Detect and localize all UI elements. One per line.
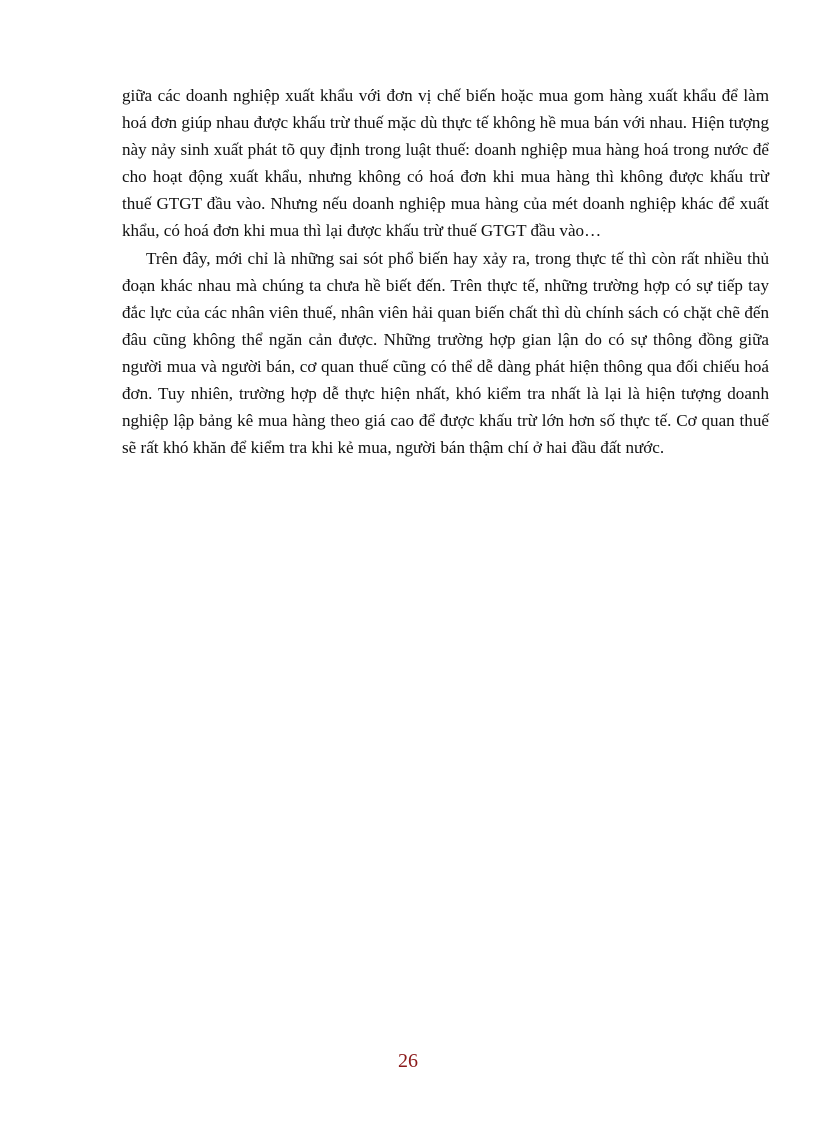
page-body bbox=[122, 82, 769, 461]
body-paragraph-continued: giữa các doanh nghiệp xuất khẩu với đơn vị chế biến hoặc mua gom hàng xuất khẩu để làm hoá đơn giúp nhau được khấu trừ thuế mặc dù thực tế không hề mua bán với nhau. Hiện tượng này nảy sinh xuất phát tõ quy định trong luật thuế: doanh nghiệp mua hàng hoá trong nước để cho hoạt động xuất khẩu, nhưng không có hoá đơn khi mua hàng thì không được khấu trừ thuế GTGT đầu vào. Nhưng nếu doanh nghiệp mua hàng của mét doanh nghiệp khác để xuất khẩu, có hoá đơn khi mua thì lại được khấu trừ thuế GTGT đầu vào… bbox=[122, 86, 769, 241]
page-number: 26 bbox=[398, 1050, 418, 1072]
body-paragraph: Trên đây, mới chỉ là những sai sót phổ biến hay xảy ra, trong thực tế thì còn rất nhiều thủ đoạn khác nhau mà chúng ta chưa hề biết đến. Trên thực tế, những trường hợp có sự tiếp tay đắc lực của các nhân viên thuế, nhân viên hải quan biến chất thì dù chính sách có chặt chẽ đến đâu cũng không thể ngăn cản được. Những trường hợp gian lận do có sự thông đồng giữa người mua và người bán, cơ quan thuế cũng có thể dễ dàng phát hiện thông qua đối chiếu hoá đơn. Tuy nhiên, trường hợp dễ thực hiện nhất, khó kiểm tra nhất là lại là hiện tượng doanh nghiệp lập bảng kê mua hàng theo giá cao để được khấu trừ lớn hơn số thực tế. Cơ quan thuế sẽ rất khó khăn để kiểm tra khi kẻ mua, người bán thậm chí ở hai đầu đất nước. bbox=[122, 248, 769, 458]
